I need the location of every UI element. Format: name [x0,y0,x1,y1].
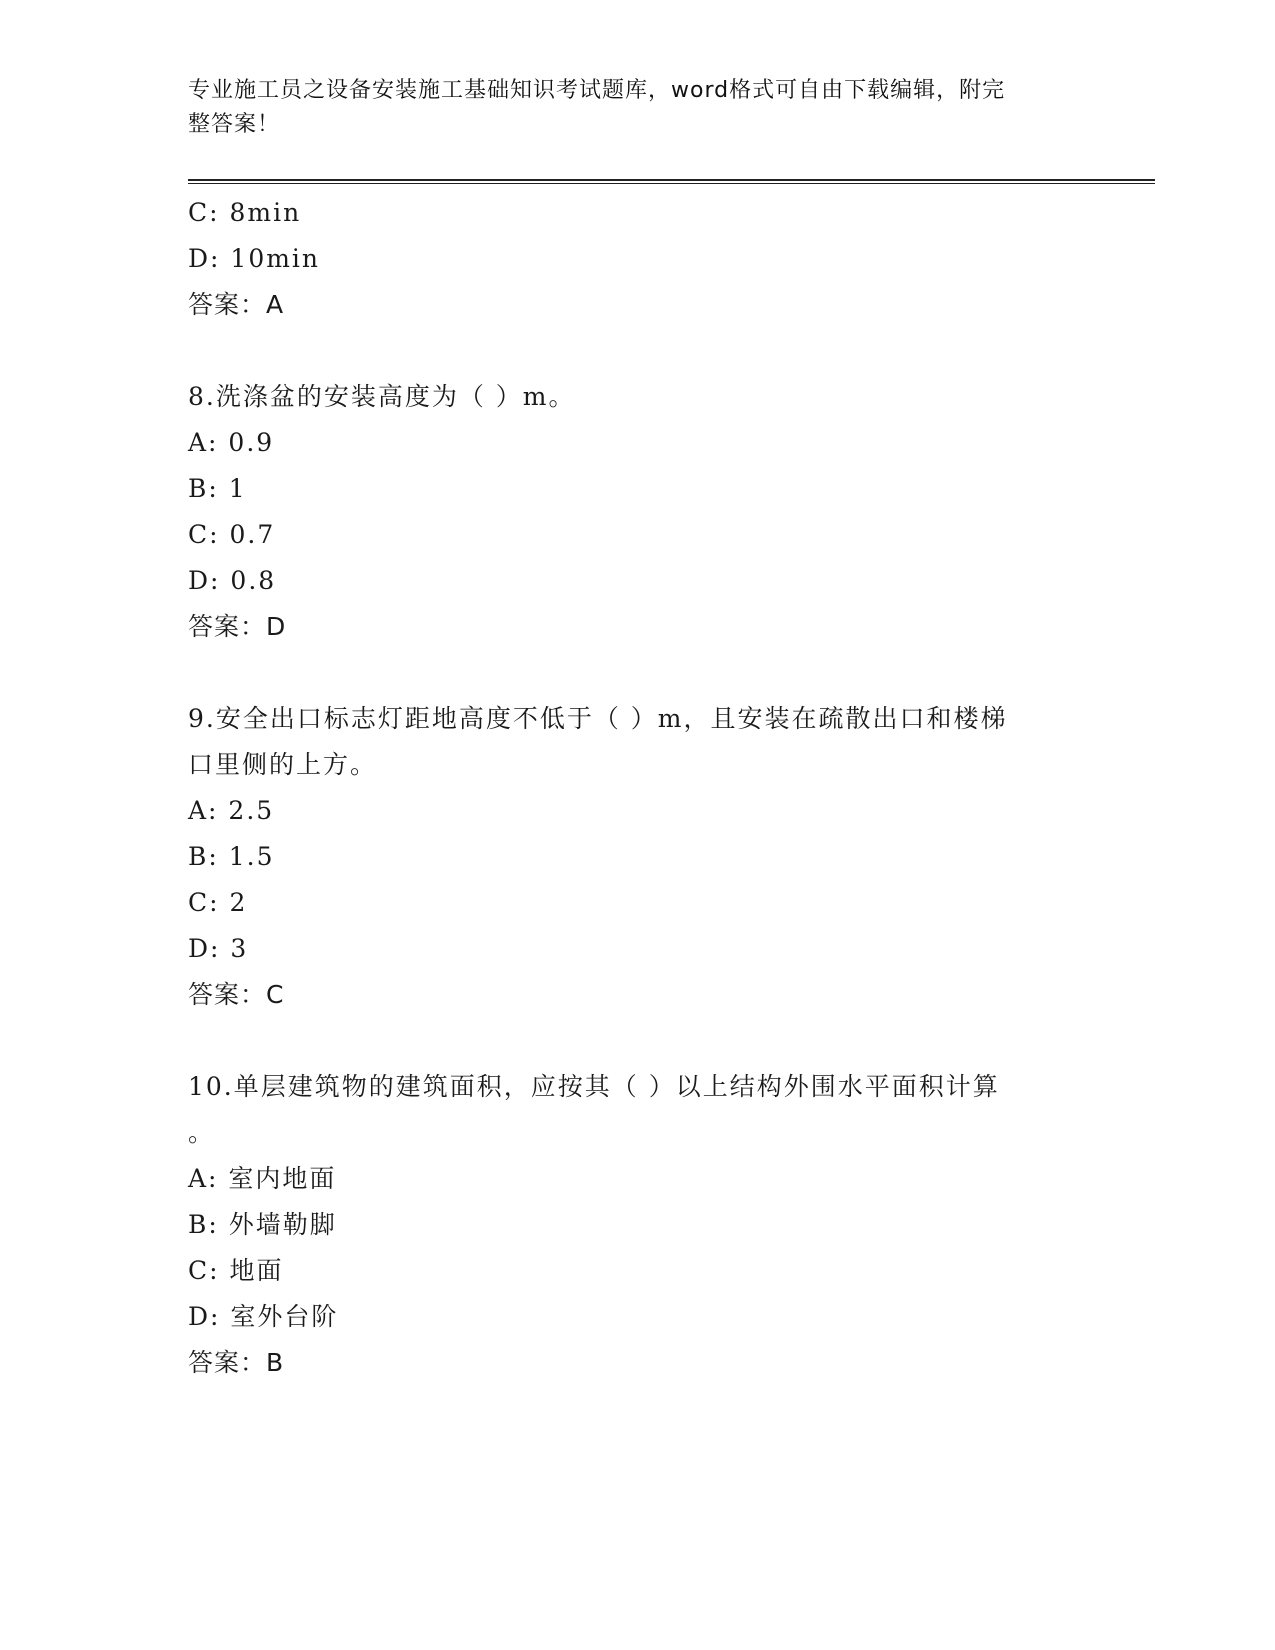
question-8 [188,374,1088,650]
option-b: B: 1 [188,474,247,503]
header-rule-thin [188,183,1155,184]
option-d: D: 3 [188,934,249,963]
option-d: D: 室外台阶 [188,1302,339,1331]
question-text: 10.单层建筑物的建筑面积，应按其（ ）以上结构外围水平面积计算 [188,1072,1000,1101]
option-b: B: 1.5 [188,842,275,871]
spacer [188,1018,1088,1064]
header-line-1: 专业施工员之设备安装施工基础知识考试题库，word格式可自由下载编辑，附完 [188,78,1006,103]
question-text-continued: 。 [188,1118,216,1147]
option-c: C: 2 [188,888,248,917]
option-c: C: 8min [188,198,302,227]
question-10 [188,1064,1088,1386]
answer-line: 答案：A [188,290,285,319]
spacer [188,650,1088,696]
question-7-continuation [188,190,1088,328]
header-rule-thick [188,179,1155,181]
answer-line: 答案：C [188,980,285,1009]
option-c: C: 0.7 [188,520,276,549]
option-c: C: 地面 [188,1256,284,1285]
option-d: D: 10min [188,244,321,273]
header-line-2: 整答案！ [188,112,281,137]
answer-line: 答案：B [188,1348,285,1377]
question-text: 8.洗涤盆的安装高度为（ ）m。 [188,382,576,411]
option-a: A: 0.9 [188,428,275,457]
question-9 [188,696,1088,1018]
option-a: A: 室内地面 [188,1164,337,1193]
question-text-continued: 口里侧的上方。 [188,750,378,779]
answer-line: 答案：D [188,612,287,641]
question-text: 9.安全出口标志灯距地高度不低于（ ）m，且安装在疏散出口和楼梯 [188,704,1008,733]
option-b: B: 外墙勒脚 [188,1210,337,1239]
document-header [188,74,1068,142]
option-d: D: 0.8 [188,566,277,595]
option-a: A: 2.5 [188,796,275,825]
question-list [188,190,1088,1386]
spacer [188,328,1088,374]
